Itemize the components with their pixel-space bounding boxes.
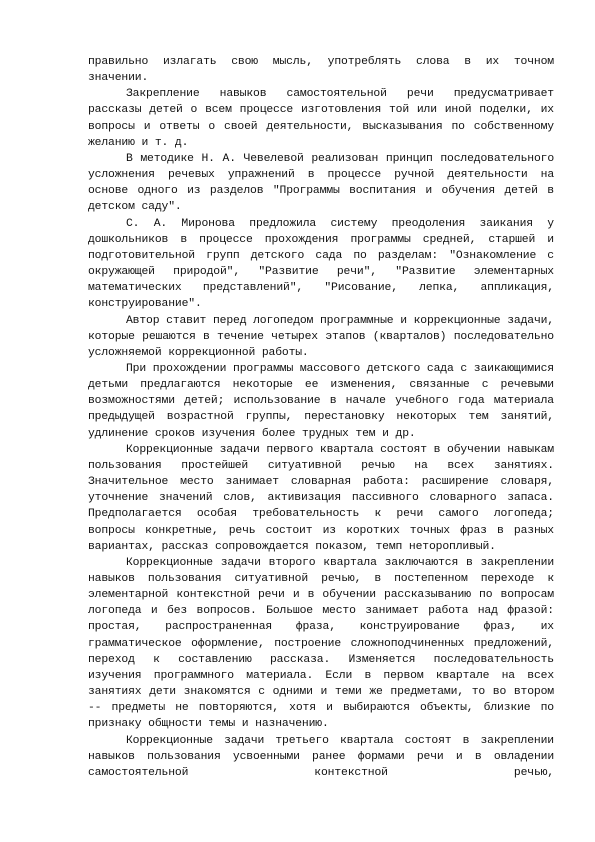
paragraph-3: В методике Н. А. Чевелевой реализован принцип последовательного усложнения речевых упражнений в процессе ручной деятельности на основе одного из разделов "Программы воспитания и обучения детей в детском саду".: [88, 152, 554, 214]
paragraph-2: Закрепление навыков самостоятельной речи предусматривает рассказы детей о всем процессе изготовления той или иной поделки, их вопросы и ответы о своей деятельности, высказывания по собственному желанию и т. д.: [88, 88, 554, 149]
paragraph-4: С. А. Миронова предложила систему преодоления заикания у дошкольников в процессе прохождения программы средней, старшей и подготовительной групп детского сада по разделам: "Ознакомление с окружающей природой", "Развитие речи", "Развитие элементарных математических представлений", "Рисование, лепка, аппликация, конструирование".: [88, 217, 554, 311]
document-body: [88, 54, 554, 781]
paragraph-8: Коррекционные задачи второго квартала заключаются в закреплении навыков пользования ситуативной речью, в постепенном переходе к элементарной контекстной речи и в обучении рассказыванию по вопросам логопеда и без вопросов. Большое место занимает работа над фразой: простая, распространенная фраза, конструирование фраз, их грамматическое оформление, построение сложноподчиненных предложений, переход к составлению рассказа. Изменяется последовательность изучения программного материала. Если в первом квартале на всех занятиях дети знакомятся с одними и теми же предметами, то во втором -- предметы не повторяются, хотя и выбираются объекты, близкие по признаку общности темы и назначению.: [88, 556, 554, 731]
paragraph-1: правильно излагать свою мысль, употреблять слова в их точном значении.: [88, 56, 554, 85]
paragraph-9: Коррекционные задачи третьего квартала состоят в закреплении навыков пользования усвоенными ранее формами речи и в овладении самостоятельной контекстной речью,: [88, 734, 554, 779]
paragraph-6: При прохождении программы массового детского сада с заикающимися детьми предлагаются некоторые ее изменения, связанные с речевыми возможностями детей; использование в начале учебного года материала предыдущей возрастной группы, перестановку некоторых тем занятий, удлинение сроков изучения более трудных тем и др.: [88, 362, 554, 440]
paragraph-5: Автор ставит перед логопедом программные и коррекционные задачи, которые решаются в течение четырех этапов (кварталов) последовательно усложняемой коррекционной работы.: [88, 314, 554, 359]
paragraph-7: Коррекционные задачи первого квартала состоят в обучении навыкам пользования простейшей ситуативной речью на всех занятиях. Значительное место занимает словарная работа: расширение словаря, уточнение значений слов, активизация пассивного словарного запаса. Предполагается особая требовательность к речи самого логопеда; вопросы конкретные, речь состоит из коротких точных фраз в разных вариантах, рассказ сопровождается показом, темп неторопливый.: [88, 443, 554, 553]
